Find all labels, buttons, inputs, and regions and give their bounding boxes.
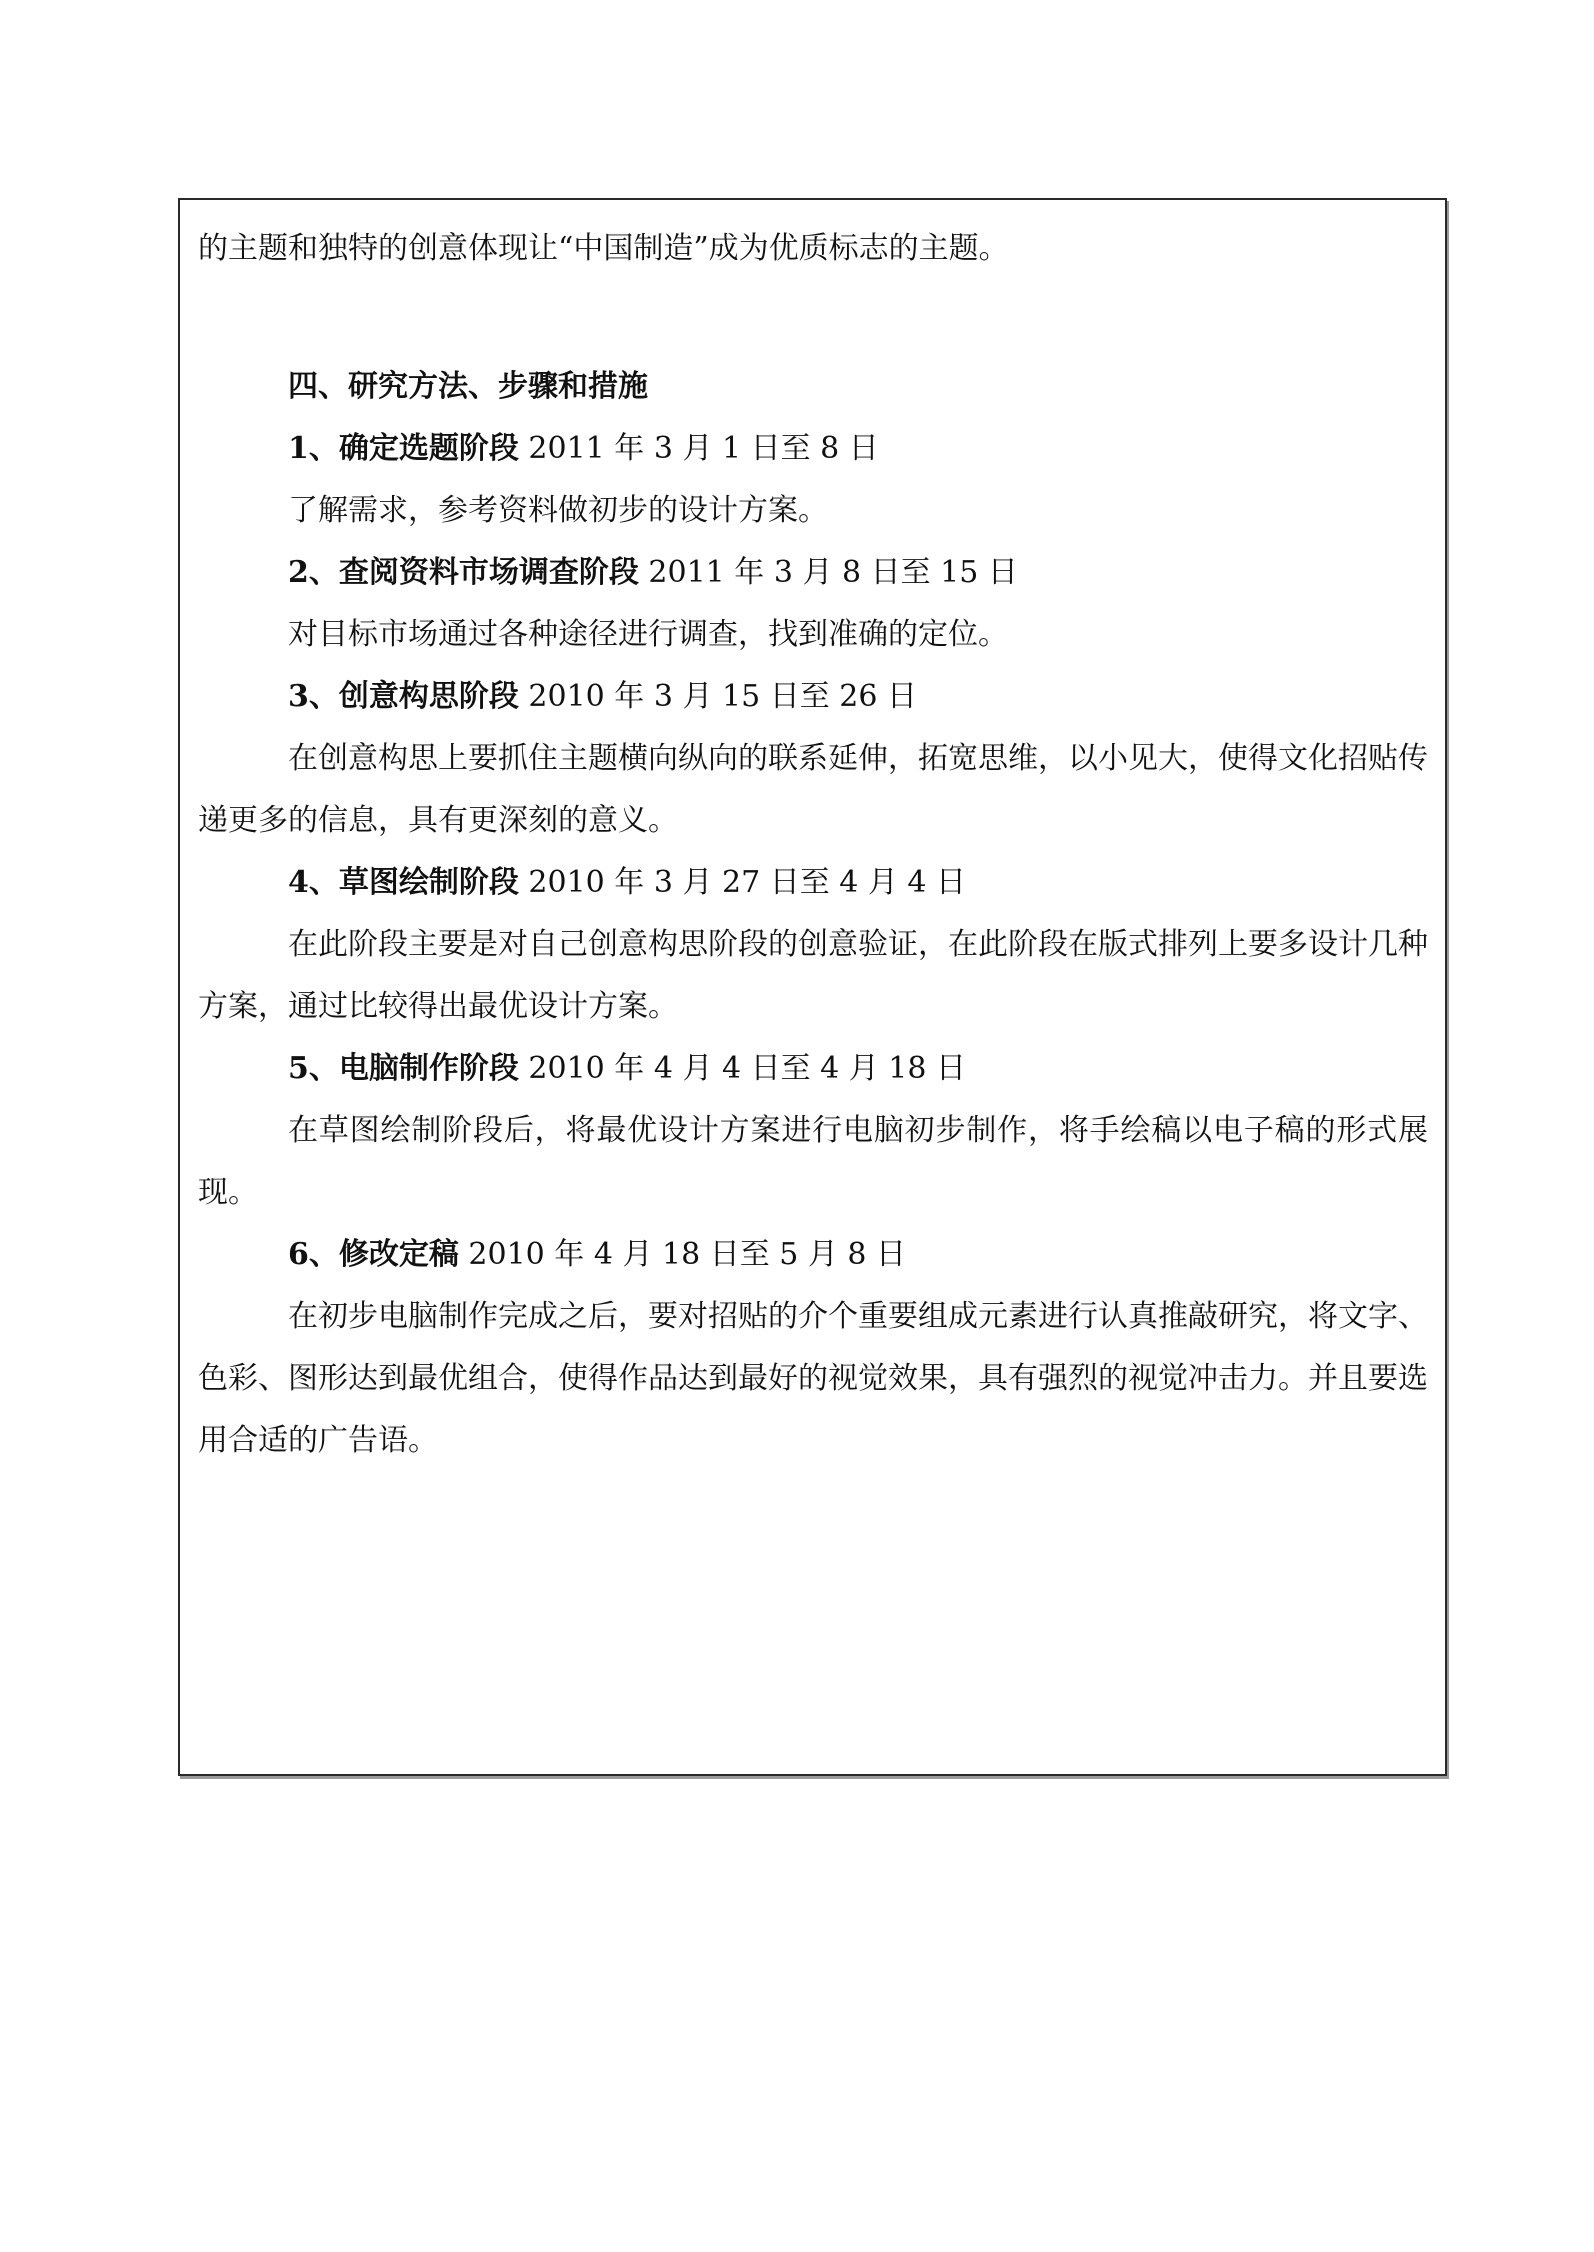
step-heading-6 (198, 1224, 1428, 1286)
step-heading-1 (198, 418, 1428, 480)
step-date: 2010 年 4 月 4 日至 4 月 18 日 (518, 1051, 967, 1086)
section-heading: 四、研究方法、步骤和措施 (288, 369, 648, 404)
document-body (198, 218, 1428, 1472)
step-body-5: 在草图绘制阶段后，将最优设计方案进行电脑初步制作，将手绘稿以电子稿的形式展现。 (198, 1113, 1428, 1210)
document-table-frame (178, 198, 1447, 1776)
step-title: 5、电脑制作阶段 (288, 1051, 519, 1086)
intro-tail-text: 的主题和独特的创意体现让“中国制造”成为优质标志的主题。 (198, 231, 1009, 266)
step-title: 3、创意构思阶段 (288, 679, 519, 714)
step-date: 2010 年 4 月 18 日至 5 月 8 日 (458, 1237, 907, 1272)
step-heading-2 (198, 542, 1428, 604)
step-body-3: 在创意构思上要抓住主题横向纵向的联系延伸，拓宽思维，以小见大，使得文化招贴传递更多的信息，具有更深刻的意义。 (198, 741, 1428, 838)
step-heading-4 (198, 852, 1428, 914)
step-title: 2、查阅资料市场调查阶段 (288, 555, 639, 590)
step-body-2: 对目标市场通过各种途径进行调查，找到准确的定位。 (288, 617, 1008, 652)
step-body-6: 在初步电脑制作完成之后，要对招贴的介个重要组成元素进行认真推敲研究，将文字、色彩、图形达到最优组合，使得作品达到最好的视觉效果，具有强烈的视觉冲击力。并且要选用合适的广告语。 (198, 1299, 1428, 1458)
step-title: 4、草图绘制阶段 (288, 865, 519, 900)
step-title: 6、修改定稿 (288, 1237, 459, 1272)
step-date: 2010 年 3 月 15 日至 26 日 (518, 679, 917, 714)
step-date: 2010 年 3 月 27 日至 4 月 4 日 (518, 865, 967, 900)
step-heading-5 (198, 1038, 1428, 1100)
step-date: 2011 年 3 月 8 日至 15 日 (638, 555, 1018, 590)
step-date: 2011 年 3 月 1 日至 8 日 (518, 431, 879, 466)
step-title: 1、确定选题阶段 (288, 431, 519, 466)
blank-spacer (198, 280, 1428, 356)
step-heading-3 (198, 666, 1428, 728)
step-body-4: 在此阶段主要是对自己创意构思阶段的创意验证，在此阶段在版式排列上要多设计几种方案，通过比较得出最优设计方案。 (198, 927, 1428, 1024)
step-body-1: 了解需求，参考资料做初步的设计方案。 (288, 493, 828, 528)
